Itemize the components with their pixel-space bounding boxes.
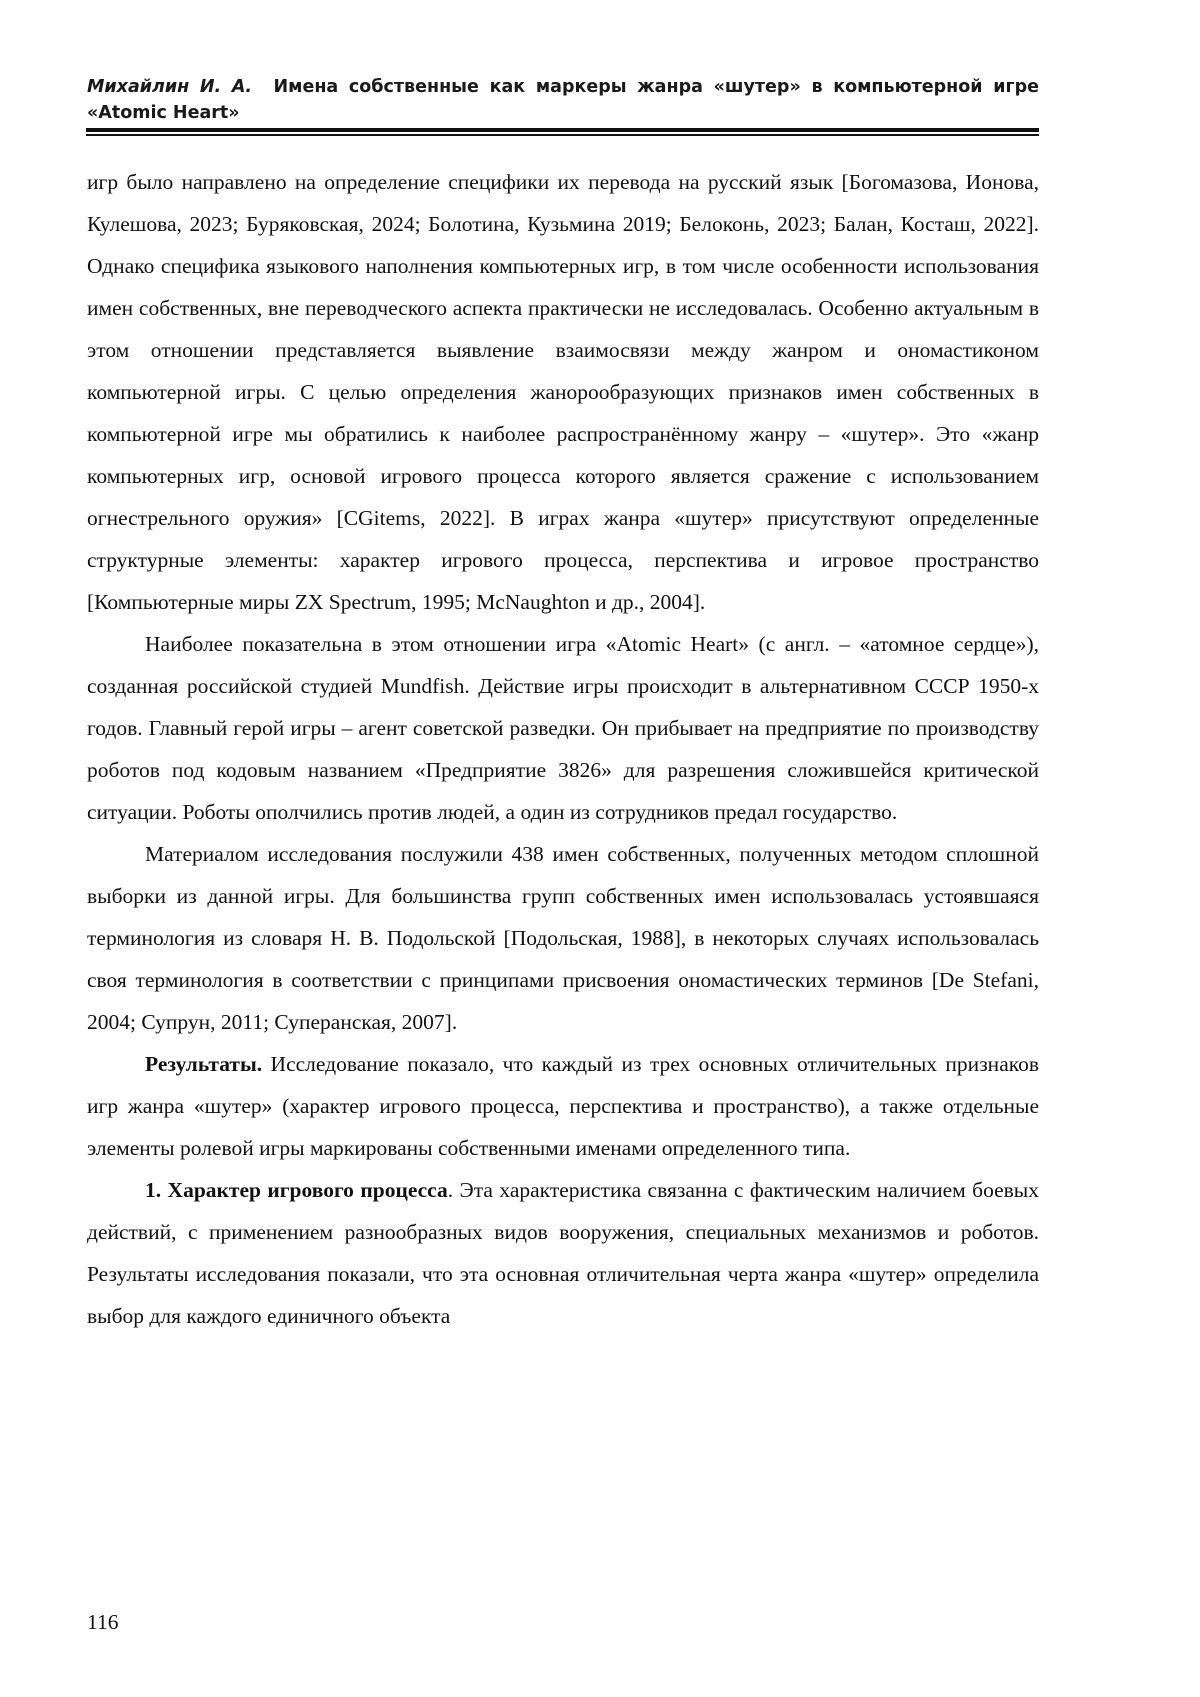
results-text: Исследование показало, что каждый из трех основных отличительных признаков игр жанра «шутер» (характер игрового процесса, перспектива и пространство), а также отдельные элементы ролевой игры маркированы собственными именами определенного типа. [87, 1052, 1039, 1160]
paragraph-material: Материалом исследования послужили 438 имен собственных, полученных методом сплошной выборки из данной игры. Для большинства групп собственных имен использовалась устоявшаяся терминология из словаря Н. В. Подольской [Подольская, 1988], в некоторых случаях использовалась своя терминология в соответствии с принципами присвоения ономастических терминов [De Stefani, 2004; Супрун, 2011; Суперанская, 2007]. [87, 842, 1039, 1034]
page-number: 116 [87, 1610, 119, 1634]
header-author: Михайлин И. А. [87, 77, 253, 97]
gameplay-text: . Эта характеристика связанна с фактическим наличием боевых действий, с применением разнообразных видов вооружения, специальных механизмов и роботов. Результаты исследования показали, что эта основная отличительная черта жанра «шутер» определила выбор для каждого единичного объекта [87, 1178, 1039, 1328]
header-rule-thin [86, 134, 1039, 136]
gameplay-lead: 1. Характер игрового процесса [145, 1178, 448, 1202]
header-article-title: Имена собственные как маркеры жанра «шутер» в компьютерной игре «Atomic Heart» [87, 77, 1040, 123]
article-body [87, 161, 1039, 1337]
results-lead: Результаты. [145, 1052, 263, 1076]
paragraph-atomic-heart: Наиболее показательна в этом отношении игра «Atomic Heart» (с англ. – «атомное сердце»), созданная российской студией Mundfish. Действие игры происходит в альтернативном СССР 1950-х годов. Главный герой игры – агент советской разведки. Он прибывает на предприятие по производству роботов под кодовым названием «Предприятие 3826» для разрешения сложившейся критической ситуации. Роботы ополчились против людей, а один из сотрудников предал государство. [87, 632, 1039, 824]
paragraph-continuation: игр было направлено на определение специфики их перевода на русский язык [Богомазова, Ионова, Кулешова, 2023; Буряковская, 2024; Болотина, Кузьмина 2019; Белоконь, 2023; Балан, Косташ, 2022]. Однако специфика языкового наполнения компьютерных игр, в том числе особенности использования имен собственных, вне переводческого аспекта практически не исследовалась. Особенно актуальным в этом отношении представляется выявление взаимосвязи между жанром и ономастиконом компьютерной игры. С целью определения жанорообразующих признаков имен собственных в компьютерной игре мы обратились к наиболее распространённому жанру – «шутер». Это «жанр компьютерных игр, основой игрового процесса которого является сражение с использованием огнестрельного оружия» [CGitems, 2022]. В играх жанра «шутер» присутствуют определенные структурные элементы: характер игрового процесса, перспектива и игровое пространство [Компьютерные миры ZX Spectrum, 1995; McNaughton и др., 2004]. [87, 170, 1039, 614]
paragraph-gameplay [87, 1169, 1039, 1337]
paragraph-results [87, 1043, 1039, 1169]
header-rule-thick [86, 128, 1039, 132]
running-header [87, 74, 1039, 126]
